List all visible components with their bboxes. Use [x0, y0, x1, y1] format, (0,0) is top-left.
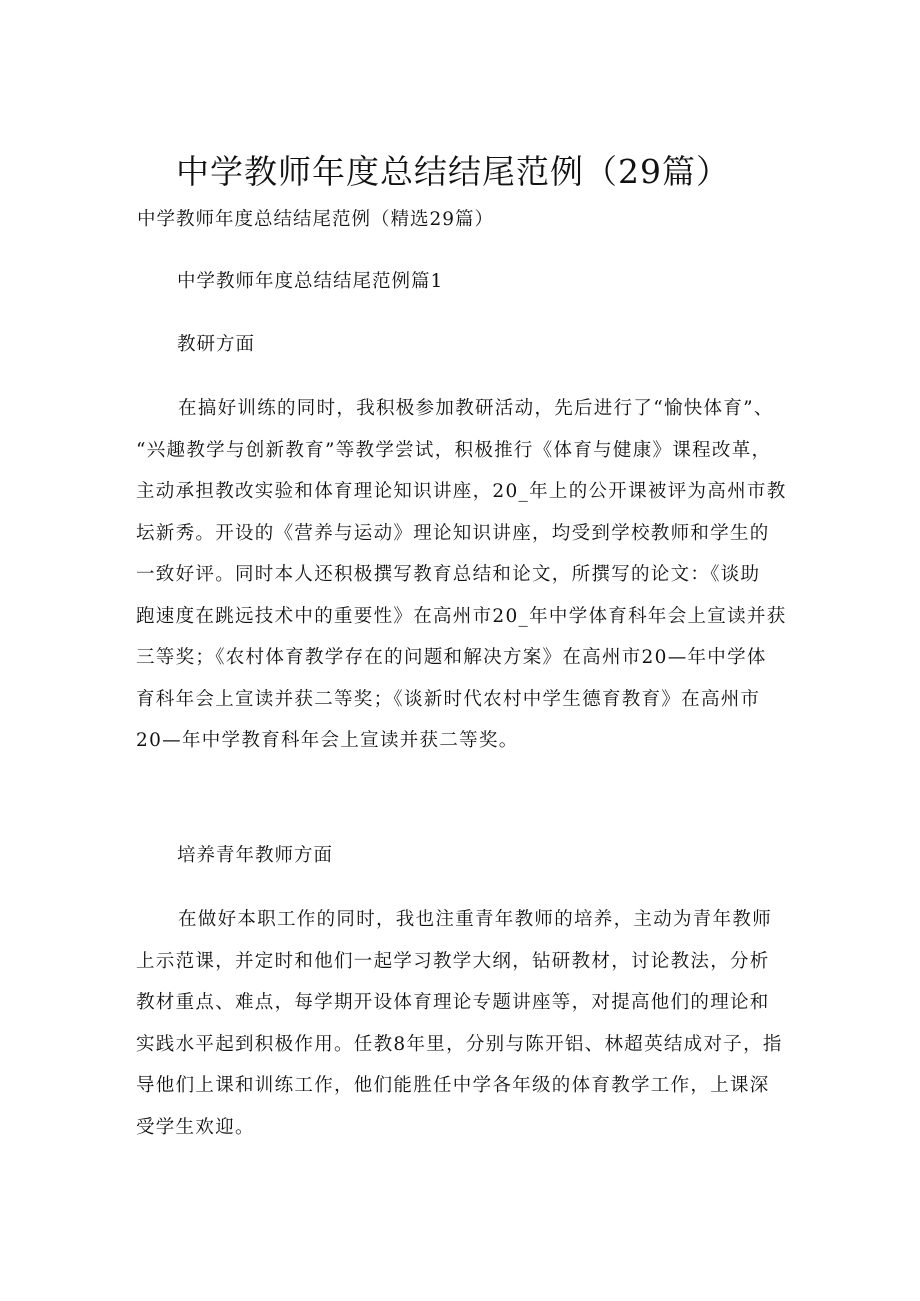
paragraph-line: 在做好本职工作的同时，我也注重青年教师的培养，主动为青年教师	[178, 909, 773, 930]
paragraph-line: “兴趣教学与创新教育”等教学尝试，积极推行《体育与健康》课程改革，	[136, 439, 772, 461]
heading-research: 教研方面	[177, 334, 256, 355]
paragraph-line: 育科年会上宣读并获二等奖；《谈新时代农村中学生德育教育》在高州市	[136, 688, 761, 710]
document-subtitle: 中学教师年度总结结尾范例（精选29篇）	[137, 209, 495, 230]
paragraph-line: 教材重点、难点，每学期开设体育理论专题讲座等，对提高他们的理论和	[136, 992, 770, 1013]
paragraph-line: 受学生欢迎。	[136, 1116, 255, 1138]
paragraph-line: 三等奖；《农村体育教学存在的问题和解决方案》在高州市20—年中学体	[136, 647, 767, 668]
paragraph-line: 坛新秀。开设的《营养与运动》理论知识讲座，均受到学校教师和学生的	[136, 522, 770, 544]
paragraph-line: 实践水平起到积极作用。任教8年里，分别与陈开铝、林超英结成对子，指	[136, 1033, 783, 1055]
paragraph-training	[136, 899, 796, 1148]
section-heading: 中学教师年度总结结尾范例篇1	[177, 271, 444, 292]
document-title: 中学教师年度总结结尾范例（29篇）	[176, 152, 730, 191]
paragraph-line: 跑速度在跳远技术中的重要性》在高州市20_年中学体育科年会上宣读并获	[136, 605, 787, 627]
paragraph-line: 在搞好训练的同时，我积极参加教研活动，先后进行了“愉快体育”、	[178, 398, 774, 419]
paragraph-line: 一致好评。同时本人还积极撰写教育总结和论文，所撰写的论文：《谈助	[136, 564, 761, 585]
heading-training: 培养青年教师方面	[177, 845, 334, 866]
paragraph-line: 主动承担教改实验和体育理论知识讲座，20_年上的公开课被评为高州市教	[136, 481, 787, 502]
paragraph-research	[136, 388, 796, 762]
paragraph-line: 20—年中学教育科年会上宣读并获二等奖。	[136, 730, 519, 751]
paragraph-line: 导他们上课和训练工作，他们能胜任中学各年级的体育教学工作，上课深	[136, 1075, 770, 1096]
paragraph-line: 上示范课，并定时和他们一起学习教学大纲，钻研教材，讨论教法，分析	[136, 950, 770, 972]
